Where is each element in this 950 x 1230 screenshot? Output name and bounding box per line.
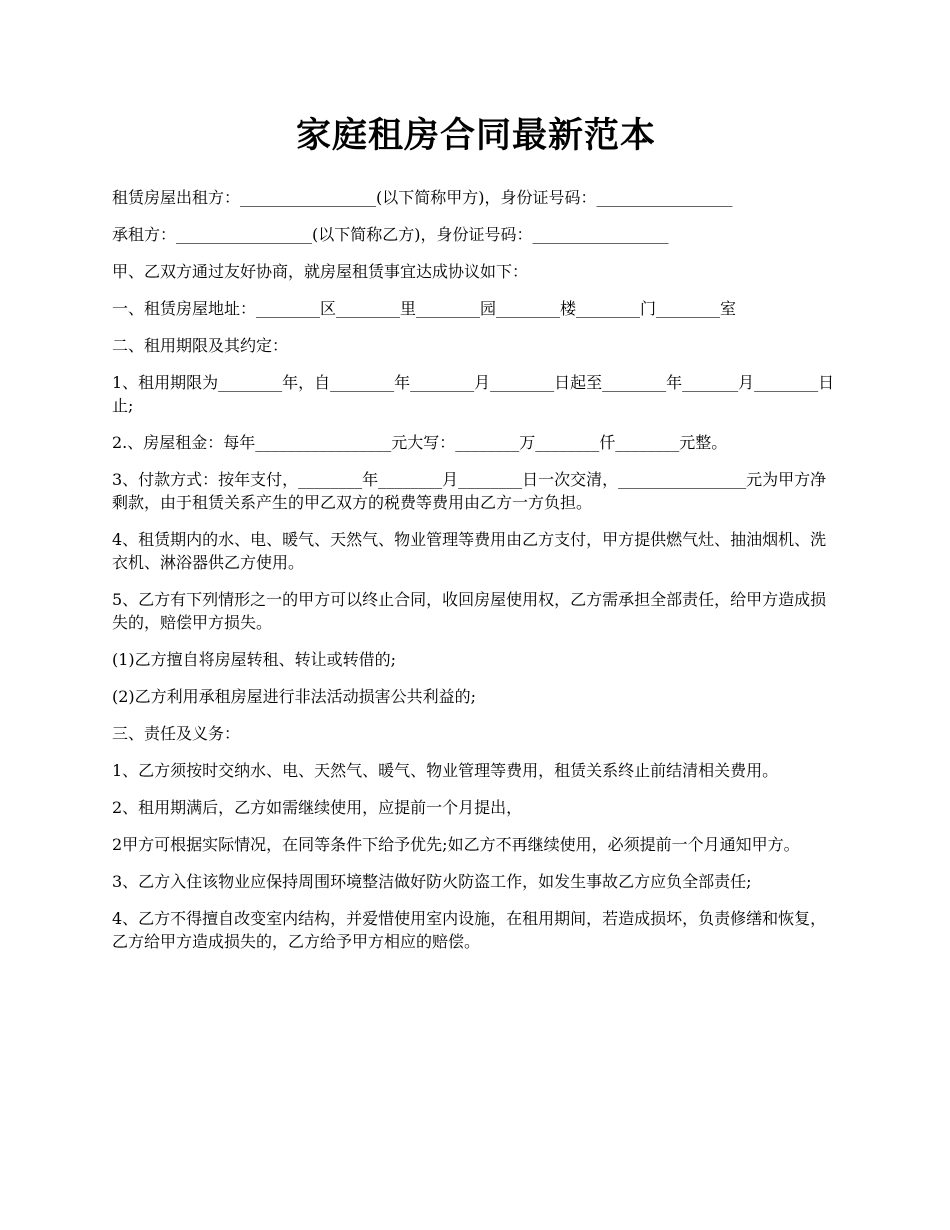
paragraph-duty-2: 2、租用期满后，乙方如需继续使用，应提前一个月提出，	[112, 798, 523, 817]
section-heading-duties: 三、责任及义务：	[112, 724, 241, 743]
paragraph-duty-1: 1、乙方须按时交纳水、电、天然气、暖气、物业管理等费用，租赁关系终止前结清相关费用。	[112, 761, 779, 780]
paragraph-payment: 3、付款方式：按年支付，________年________月________日一次交清，________________元为甲方净剩款，由于租赁关系产生的甲乙双方的税费等费用由乙方一方负担。	[112, 470, 827, 512]
paragraph-lessor: 租赁房屋出租方：_________________(以下简称甲方)，身份证号码：_________________	[112, 188, 733, 207]
paragraph-term: 1、租用期限为________年，自________年________月________日起至________年_______月________日止;	[112, 373, 835, 415]
paragraph-rent: 2.、房屋租金：每年_________________元大写：________万________仟________元整。	[112, 433, 728, 452]
document-title: 家庭租房合同最新范本	[295, 115, 656, 156]
paragraph-lessee: 承租方：_________________(以下简称乙方)，身份证号码：_________________	[112, 225, 669, 244]
paragraph-address: 一、租赁房屋地址：________区________里________园________楼________门________室	[112, 299, 737, 318]
paragraph-termination: 5、乙方有下列情形之一的甲方可以终止合同，收回房屋使用权，乙方需承担全部责任，给甲方造成损失的，赔偿甲方损失。	[112, 590, 827, 632]
paragraph-termination-case-2: (2)乙方利用承租房屋进行非法活动损害公共利益的;	[112, 687, 477, 706]
paragraph-duty-3: 3、乙方入住该物业应保持周围环境整洁做好防火防盗工作，如发生事故乙方应负全部责任;	[112, 872, 752, 891]
paragraph-agreement-intro: 甲、乙双方通过友好协商，就房屋租赁事宜达成协议如下：	[112, 262, 529, 281]
paragraph-utilities: 4、租赁期内的水、电、暖气、天然气、物业管理等费用由乙方支付，甲方提供燃气灶、抽油烟机、洗衣机、淋浴器供乙方使用。	[112, 530, 827, 572]
paragraph-duty-2b: 2甲方可根据实际情况，在同等条件下给予优先;如乙方不再继续使用，必须提前一个月通知甲方。	[112, 835, 800, 854]
document-page	[112, 112, 840, 967]
section-heading-term: 二、租用期限及其约定：	[112, 336, 289, 355]
paragraph-termination-case-1: (1)乙方擅自将房屋转租、转让或转借的;	[112, 650, 397, 669]
paragraph-duty-4: 4、乙方不得擅自改变室内结构，并爱惜使用室内设施，在租用期间，若造成损坏，负责修缮和恢复，乙方给甲方造成损失的，乙方给予甲方相应的赔偿。	[112, 909, 827, 951]
